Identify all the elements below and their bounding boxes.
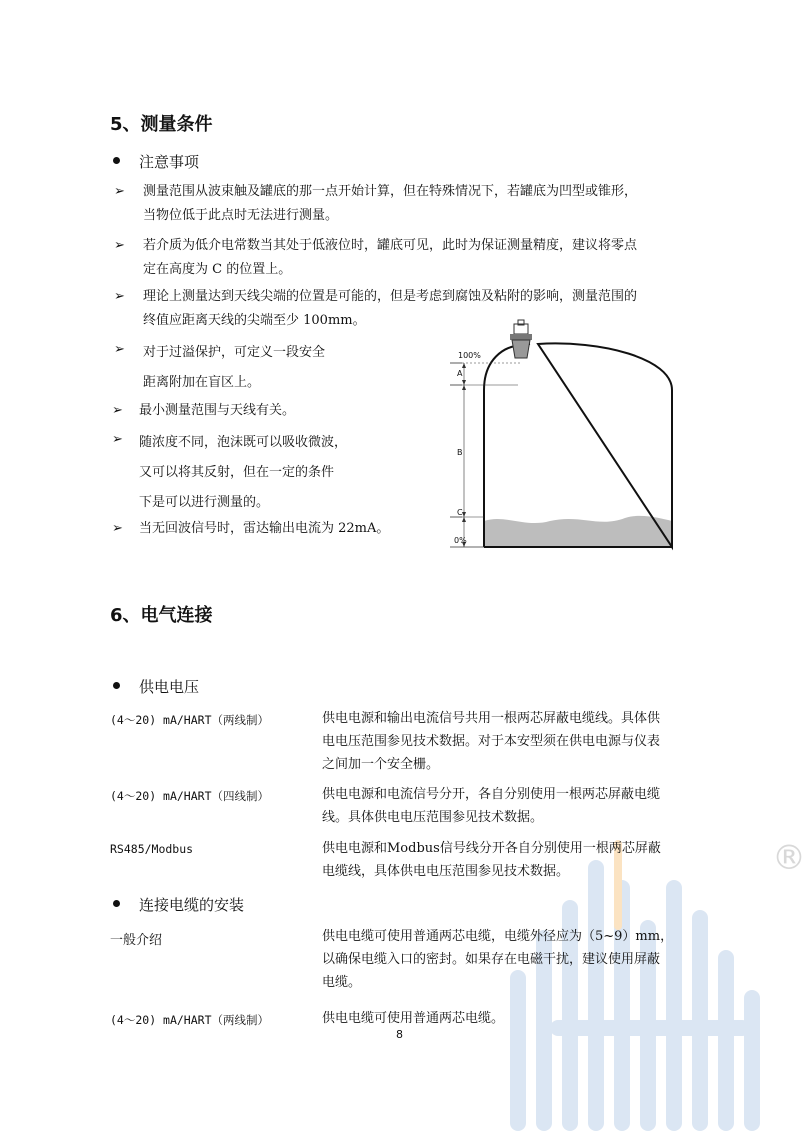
arrow-bullet-icon: ➢ — [114, 238, 125, 253]
arrow-bullet-icon: ➢ — [112, 521, 123, 536]
bullet-dot — [113, 682, 120, 689]
arrow-bullet-icon: ➢ — [112, 403, 123, 418]
supply-row-text: 供电电源和输出电流信号共用一根两芯屏蔽电缆线。具体供 电电压范围参见技术数据。对于本安型须在供电电源与仪表 之间加一个安全栅。 — [322, 711, 661, 772]
supply-row-text: 供电电源和Modbus信号线分开各自分别使用一根两芯屏蔽 电缆线，具体供电电压范围参见技术数据。 — [322, 841, 661, 879]
label-c: C — [457, 508, 463, 517]
supply-row-label: (4～20) mA/HART（两线制） — [110, 713, 270, 727]
label-0-percent: 0% — [454, 536, 467, 545]
section6-title: 6、电气连接 — [110, 605, 213, 626]
label-b: B — [457, 448, 463, 457]
note-item: 随浓度不同，泡沫既可以吸收微波， 又可以将其反射，但在一定的条件 下是可以进行测量的。 — [139, 435, 348, 510]
note-item: 最小测量范围与天线有关。 — [139, 403, 296, 418]
supply-row-label: RS485/Modbus — [110, 842, 194, 856]
label-100-percent: 100% — [458, 351, 481, 360]
supply-heading: 供电电压 — [139, 678, 200, 696]
note-item: 当无回波信号时，雷达输出电流为 22mA。 — [139, 521, 390, 536]
cable-heading: 连接电缆的安装 — [139, 896, 245, 914]
cable-row-label: 一般介绍 — [110, 933, 163, 948]
note-item: 对于过溢保护，可定义一段安全 距离附加在盲区上。 — [143, 345, 326, 390]
cable-row-text: 供电电缆可使用普通两芯电缆，电缆外径应为（5~9）mm， 以确保电缆入口的密封。如果存在电磁干扰，建议使用屏蔽 电缆。 — [322, 929, 674, 990]
bullet-dot — [113, 900, 120, 907]
arrow-bullet-icon: ➢ — [114, 289, 125, 304]
tank-diagram — [450, 318, 685, 558]
bullet-dot — [113, 157, 120, 164]
section5-title: 5、测量条件 — [110, 114, 213, 135]
note-item: 测量范围从波束触及罐底的那一点开始计算，但在特殊情况下，若罐底为凹型或锥形， 当物位低于此点时无法进行测量。 — [143, 184, 638, 223]
supply-row-label: (4～20) mA/HART（四线制） — [110, 789, 270, 803]
note-item: 若介质为低介电常数当其处于低液位时，罐底可见，此时为保证测量精度，建议将零点 定在高度为 C 的位置上。 — [143, 238, 638, 277]
arrow-bullet-icon: ➢ — [114, 184, 125, 199]
arrow-bullet-icon: ➢ — [112, 432, 123, 447]
cable-row-label: (4～20) mA/HART（两线制） — [110, 1013, 270, 1027]
page-number: 8 — [396, 1028, 403, 1041]
note-item: 理论上测量达到天线尖端的位置是可能的，但是考虑到腐蚀及粘附的影响，测量范围的 终值应距离天线的尖端至少 100mm。 — [143, 289, 638, 328]
notes-heading: 注意事项 — [139, 153, 200, 171]
tank-diagram-graphic — [450, 318, 685, 558]
arrow-bullet-icon: ➢ — [114, 342, 125, 357]
supply-row-text: 供电电源和电流信号分开，各自分别使用一根两芯屏蔽电缆 线。具体供电电压范围参见技术数据。 — [322, 787, 661, 825]
cable-row-text: 供电电缆可使用普通两芯电缆。 — [322, 1011, 505, 1026]
registered-mark: ® — [772, 838, 806, 878]
label-a: A — [457, 369, 463, 378]
